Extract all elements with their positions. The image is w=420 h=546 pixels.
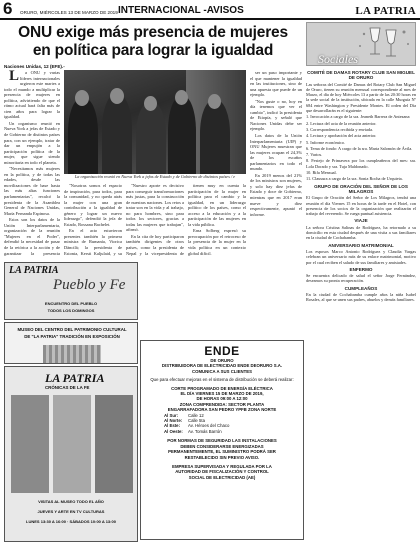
- page-header: [0, 0, 420, 20]
- sociales-heading: GRUPO DE ORACIÓN DEL SEÑOR DE LOS MILAGROS: [314, 183, 408, 194]
- photo-head: [144, 96, 157, 111]
- sociales-body: [306, 68, 416, 544]
- ende-logo: ENDE: [204, 344, 240, 358]
- sociales-paragraph: Las señoras del Comité de Damas del Rotary Club San Miguel de Oruro, tienen su reunión mensual correspondiente al mes de Marzo, el día de hoy Miércoles 13 a partir de las 20:30 horas en la sede social de la institución, ubicada en la calle Murguía Nº 684 entre Washington y Presidente Montes. El orden del Día que desarrollarán es el siguiente:: [306, 81, 416, 114]
- article-photo: [64, 70, 246, 174]
- photo-person: [68, 98, 98, 174]
- ende-date: EL DÍA VIERNES 15 DE MARZO DE 2019,: [180, 391, 264, 397]
- ende-boundaries: [164, 413, 298, 435]
- sociales-paragraph: 8. Festejo de Primavera por los cumpleañeros del mes: sra. Lola Dorado y sra. Tuja Maldonado.: [306, 158, 416, 169]
- sociales-paragraph: 1. Invocación a cargo de la sra. Jeaneth Barrera de Antezana: [306, 114, 410, 120]
- sociales-paragraph: 10. Rifa Mensual.: [306, 170, 337, 176]
- ende-zone-2: ENGARRAFADORA SAN PEDRO YPFB ZONA NORTE: [167, 407, 277, 413]
- article-paragraph: En la cita de hoy participaron también dirigentes de otros países, como la presidenta de Nepal y la vicepresidenta de: [126, 233, 184, 256]
- ende-note: RESTABLECIDO SIN PREVIO AVISO.: [184, 454, 260, 460]
- boundary-label: Al Norte:: [164, 418, 183, 424]
- ad-line: LUNES 13:30 A 16:00 · SÁBADOS 10:00 A 13:00: [26, 519, 116, 524]
- ad-line: MUSEO DEL CENTRO DEL PATRIMONIO CULTURAL: [17, 327, 127, 332]
- photo-person: [200, 100, 230, 174]
- ad-line: DE "LA PATRIA" TRADICIÓN EN EXPOSICIÓN: [24, 334, 120, 339]
- ad-line: JUEVES Y ARTE EN TV CULTURAS: [37, 509, 105, 514]
- article-paragraph: En 2019 menos del 21% de los ministros son mujeres, y solo hay diez jefas de Estado y doce de Gobierno, mientras que en 2017 eran nueve y diez respectivamente, apuntó el informe.: [250, 172, 302, 217]
- museo-ad: [4, 322, 138, 364]
- ende-power-cut-notice: [140, 340, 304, 540]
- ende-title: COMUNICA A SUS CLIENTES: [192, 368, 252, 374]
- article-paragraph: Estos son los datos de la Unión Interparlamentaria, organización de la reunión "Mujeres en el Poder", defendió la necesidad de pasar de la retórica a la acción y de garantizar la presencia: [4, 217, 60, 256]
- sociales-heading: CUMPLEAÑOS: [344, 285, 378, 291]
- photo-caption: La organización reunió en Nueva York a jefas de Estado y de Gobierno de distintos países / e: [74, 174, 236, 179]
- patria-cronicas-ad: [4, 366, 138, 542]
- article-paragraph: "Nosotras somos el espacio de inspiración, para todos, para la comunidad, y no queda atrás la mujer con una gran contribución a la igualdad de género y lograr un nuevo liderazgo", defendió la jefa de Estado, Rossana Bachelet.: [64, 183, 122, 227]
- photo-person: [136, 102, 166, 174]
- sociales-paragraph: 2. Lectura del acta de la reunión anterior.: [306, 120, 377, 126]
- sociales-paragraph: 5. Informe económico.: [306, 139, 346, 145]
- ende-company: DISTRIBUIDORA DE ELECTRICIDAD ENDE DEORURO S.A.: [161, 363, 283, 369]
- sociales-title: Sociales: [318, 52, 358, 66]
- sociales-paragraph: 4. Lectura y aprobación del acta anterior.: [306, 133, 377, 139]
- patria-pueblo-ad: [4, 262, 138, 320]
- issue-date: ORURO, MIÉRCOLES 13 DE MARZO DE 2019: [20, 10, 118, 15]
- sociales-paragraph: En la ciudad de Cochabamba cumple años la niña Isabel Rosales, al que se unen sus padres, abuelos y demás familiares.: [306, 291, 416, 303]
- ende-footer: AUTORIDAD DE FISCALIZACIÓN Y CONTROL: [175, 469, 269, 475]
- main-headline: [4, 24, 302, 60]
- article-paragraph: "Necesitamos más mujeres en la política, y de todas las edades, desde las movilizaciones de base hasta las más altas funciones parlamentarias", recalcó la presidenta de la Asamblea General de Naciones Unidas, María Fernanda Espinosa.: [4, 166, 60, 216]
- headline-line-1: ONU exige más presencia de mujeres: [18, 24, 288, 41]
- page-number: 6: [3, 0, 13, 18]
- photo-person: [102, 94, 132, 174]
- article-column-1: [4, 70, 60, 256]
- article-paragraph: ser un paso importante y el que mantener la igualdad en las instituciones, sino de una apuesta que puede de un ejemplo.: [250, 70, 302, 98]
- ad-photo: [11, 395, 49, 493]
- article-column-2: [64, 183, 122, 256]
- ad-subtitle: CRÓNICAS DE LA FE: [45, 385, 90, 390]
- sociales-heading: COMITÉ DE DAMAS ROTARY CLUB SAN MIGUEL DE ORURO: [307, 70, 415, 81]
- article-column-4: [188, 183, 246, 256]
- sociales-paragraph: El Grupo de Oración del Señor de Los Milagros, tendrá una reunión el día Viernes 15 en horas de la tarde en el Hotel, con presencia de los socios de la organización que realizarán el trabajo del reverendo. Se ruega puntual asistencia.: [306, 195, 416, 217]
- sociales-paragraph: 7. Varios.: [306, 152, 323, 158]
- article-column-5: [250, 70, 302, 256]
- photo-head: [110, 88, 124, 104]
- museo-building-image: [43, 345, 101, 363]
- photo-head: [175, 90, 188, 105]
- boundary-value: Av. Héroes del Chaco: [188, 423, 230, 429]
- ad-script-title: Pueblo y Fe: [53, 277, 126, 293]
- ende-note: PERMANENTEMENTE, EL SUMINISTRO PODRÁ SER: [168, 449, 276, 455]
- article-paragraph: Los datos de la Unión Interparlamentaria (UIP) y ONU Mujeres muestran que las mujeres ocupan el 24,3% de los escaños parlamentarios en todo el mundo.: [250, 133, 302, 172]
- newspaper-logo: LA PATRIA: [355, 5, 416, 17]
- ad-line: TODOS LOS DOMINGOS: [47, 308, 95, 313]
- ende-note: DEBEN CONSIDERARSE ENERGIZADAS: [180, 443, 264, 449]
- ad-photo: [53, 395, 91, 493]
- ende-logo-sub: DE ORURO: [210, 358, 234, 363]
- boundary-label: Al Oeste:: [164, 428, 183, 434]
- ad-brand: LA PATRIA: [45, 371, 105, 385]
- photo-head: [208, 94, 221, 109]
- sociales-paragraph: Se encuentra delicado de salud el señor Jorge Fernández, deseamos su pronta recuperación.: [306, 273, 416, 284]
- ad-line: VISITAS AL MUSEO TODO EL AÑO: [38, 499, 104, 504]
- boundary-label: Al Este:: [164, 423, 180, 429]
- photo-person: [168, 96, 196, 174]
- section-title: INTERNACIONAL -AVISOS: [118, 5, 244, 16]
- boundary-value: Av. Tomás Barrón: [188, 428, 222, 434]
- sociales-heading: VIAJE: [354, 218, 368, 224]
- paragraph-text: a ONU y varias líderes internacionales urgieron este martes a todo el mundo a multiplicar la presencia de mujeres en política, advirtiendo de que el ritmo actual hará falta más de cien años para lograr la igualdad.: [4, 70, 60, 120]
- boundary-value: Calle 12: [188, 412, 204, 418]
- article-paragraph: "Nos guste o no, hoy en día tenemos que ver el cambio", indicó la presidenta de Etiopía, y señaló que Naciones Unidas debe ser ejemplo.: [250, 98, 302, 132]
- ad-brand: LA PATRIA: [9, 265, 59, 276]
- article-paragraph: tienen muy en cuenta la participación de la mujer en política para el cambio y la igualdad, en un liderazgo político de los países, como el acceso a la educación y a la participación de las mujeres en la vida pública.: [188, 183, 246, 227]
- sociales-heading: ANIVERSARIO MATRIMONIAL: [328, 242, 394, 248]
- ende-hours: DE HORAS 09:00 A 12:00: [196, 396, 248, 402]
- sociales-paragraph: 6. Tema de fondo: A cargo de la sra. Marta Salomón de Ávila.: [306, 145, 413, 151]
- sociales-paragraph: Los esposos Marco Antonio Rodríguez y Claudia Vargas celebran un aniversario más de su enlace matrimonial, motivo por el cual reciben el saludo de sus familiares y amistades.: [306, 248, 416, 265]
- ende-cut-title: CORTE PROGRAMADO DE ENERGÍA ELÉCTRICA: [171, 385, 273, 391]
- article-paragraph: [4, 70, 60, 120]
- boundary-value: Calle 5ta: [188, 418, 205, 424]
- photo-head: [75, 90, 89, 106]
- ende-footer: EMPRESA SUPERVISADA Y REGULADA POR LA: [172, 463, 272, 469]
- boundary-label: Al Sur:: [164, 412, 179, 418]
- ende-note: POR NORMAS DE SEGURIDAD LAS INSTALACIONES: [167, 438, 277, 444]
- ad-line: ENCUENTRO DEL PUEBLO: [44, 301, 98, 306]
- headline-line-2: en política para lograr la igualdad: [32, 42, 274, 59]
- article-paragraph: En el acto estuvieron presentes también la primera ministra de Rumanía, Viorica Dăncilă; la presidenta de Estonia, Kersti Kaljulaid, y su: [64, 228, 122, 256]
- article-paragraph: "Nuestro aporte es decisivo para conseguir transformaciones más justas, para la construcción de nuestras naciones. Los retos a tratar son en la vida y al trabajo, no para hombres, sino para todos los sectores, gracias a todas las mujeres que trabajan", afirmó.: [126, 183, 184, 233]
- drop-cap: L: [9, 70, 20, 84]
- ende-zone: ZONA COMPRENDIDA: SECTOR PLANTA: [179, 401, 265, 407]
- ad-photo: [95, 395, 133, 493]
- sociales-paragraph: La señora Cristina Salinas de Rodríguez, ha retornado a su domicilio en esta ciudad después de una visita a sus familiares en la ciudad de Cochabamba.: [306, 224, 416, 241]
- ende-intro: Que para efectuar mejoras en el sistema de distribución se deberá realizar:: [150, 377, 294, 383]
- sociales-paragraph: 11. Clausura a cargo de la sra. Sonia Rocha de Urquieta.: [306, 176, 403, 182]
- article-byline: Naciones Unidas, 12 (EFE).-: [4, 64, 65, 69]
- ende-footer: SOCIAL DE ELECTRICIDAD (AE): [188, 474, 256, 480]
- article-column-3: [126, 183, 184, 256]
- sociales-heading: ENFERMO: [349, 266, 373, 272]
- glasses-toast-icon: [356, 24, 414, 60]
- sociales-paragraph: 3. Correspondencia recibida y enviada.: [306, 126, 374, 132]
- article-paragraph: Erna Solberg expresó su preocupación por el retroceso de la presencia de la mujer en la vida política en un contexto global difícil.: [188, 228, 246, 256]
- article-paragraph: Un organismo reunió en Nueva York a jefas de Estado y de Gobierno de distintos países para, con un ejemplo, tratar de dar un empujón a la participación política de la mujer, que sigue siendo minoritaria en todo el planeta.: [4, 120, 60, 165]
